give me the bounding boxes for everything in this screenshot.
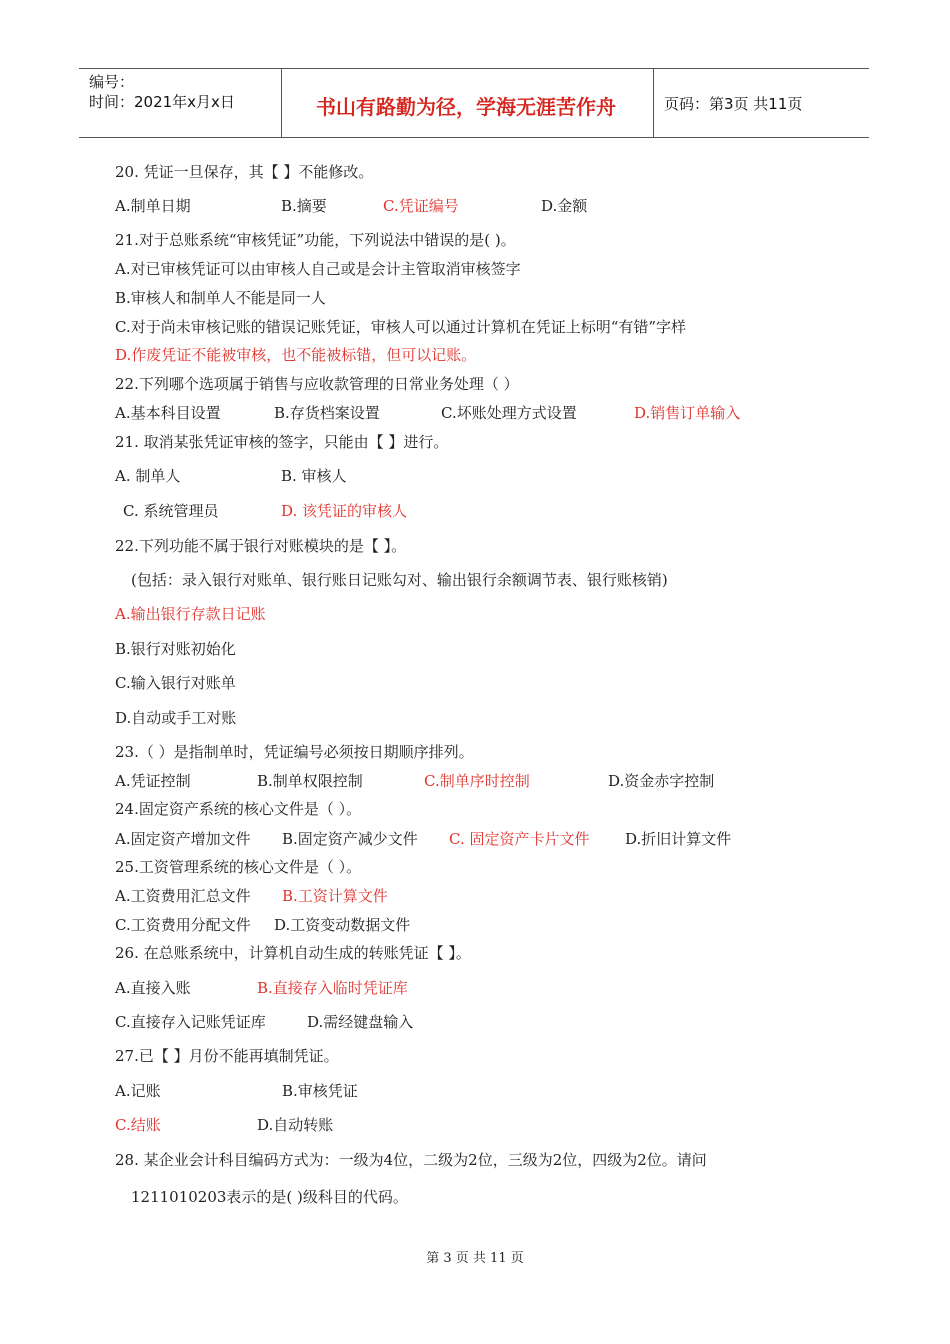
option-a: A.基本科目设置 (115, 404, 221, 422)
option-c: C.直接存入记账凭证库 (115, 1013, 266, 1031)
option-b: B.银行对账初始化 (115, 640, 236, 658)
option-c-answer: C.结账 (115, 1116, 161, 1134)
option-a: A.对已审核凭证可以由审核人自己或是会计主管取消审核签字 (115, 260, 521, 278)
question-stem: 25.工资管理系统的核心文件是（ ）。 (115, 858, 362, 876)
question-stem: 27.已【 】月份不能再填制凭证。 (115, 1047, 339, 1065)
option-d: D.金额 (541, 197, 588, 215)
option-d: D.工资变动数据文件 (274, 916, 411, 934)
option-c: C. 系统管理员 (123, 502, 219, 520)
question-stem: 21.对于总账系统“审核凭证”功能，下列说法中错误的是( )。 (115, 231, 516, 249)
header-motto: 书山有路勤为径，学海无涯苦作舟 (316, 95, 616, 119)
option-a: A.固定资产增加文件 (115, 830, 251, 848)
option-a: A.直接入账 (115, 979, 191, 997)
option-c: C.对于尚未审核记账的错误记账凭证，审核人可以通过计算机在凭证上标明“有错”字样 (115, 318, 687, 336)
option-b: B. 审核人 (281, 467, 347, 485)
question-stem: 22.下列哪个选项属于销售与应收款管理的日常业务处理（ ） (115, 375, 519, 393)
option-c-answer: C. 固定资产卡片文件 (449, 830, 590, 848)
question-stem: 28. 某企业会计科目编码方式为：一级为4位，二级为2位，三级为2位，四级为2位。请问 (115, 1151, 707, 1169)
option-b: B.审核凭证 (282, 1082, 358, 1100)
option-c-answer: C.制单序时控制 (424, 772, 530, 790)
option-d-answer: D.销售订单输入 (634, 404, 741, 422)
option-d-answer: D. 该凭证的审核人 (281, 502, 408, 520)
question-stem: 20. 凭证一旦保存，其【 】不能修改。 (115, 163, 374, 181)
option-c-answer: C.凭证编号 (383, 197, 459, 215)
option-c: C.工资费用分配文件 (115, 916, 251, 934)
option-c: C.坏账处理方式设置 (441, 404, 577, 422)
option-a: A.凭证控制 (115, 772, 191, 790)
question-stem: 24.固定资产系统的核心文件是（ ）。 (115, 800, 362, 818)
option-d: D.资金赤字控制 (608, 772, 715, 790)
option-b-answer: B.工资计算文件 (282, 887, 388, 905)
question-stem-continued: 1211010203表示的是( )级科目的代码。 (131, 1188, 408, 1206)
page-footer: 第 3 页 共 11 页 (426, 1251, 524, 1266)
question-stem: 21. 取消某张凭证审核的签字，只能由【 】进行。 (115, 433, 449, 451)
option-a: A. 制单人 (115, 467, 181, 485)
header-meta (89, 72, 235, 112)
option-d: D.需经键盘输入 (307, 1013, 414, 1031)
page-header (79, 68, 869, 138)
question-stem: 23.（ ）是指制单时，凭证编号必须按日期顺序排列。 (115, 743, 474, 761)
header-page-info: 页码：第3页 共11页 (664, 95, 803, 113)
option-d: D.折旧计算文件 (625, 830, 732, 848)
option-b: B.制单权限控制 (257, 772, 363, 790)
option-b-answer: B.直接存入临时凭证库 (257, 979, 408, 997)
option-b: B.存货档案设置 (274, 404, 380, 422)
question-stem: 26. 在总账系统中，计算机自动生成的转账凭证【 】。 (115, 944, 471, 962)
option-a: A.制单日期 (115, 197, 191, 215)
option-d-answer: D.作废凭证不能被审核，也不能被标错，但可以记账。 (115, 346, 477, 364)
option-b: B.固定资产减少文件 (282, 830, 418, 848)
number-label: 编号： (89, 73, 135, 91)
option-d: D.自动或手工对账 (115, 709, 237, 727)
option-b: B.摘要 (281, 197, 327, 215)
time-label: 时间：2021年x月x日 (89, 93, 235, 111)
option-b: B.审核人和制单人不能是同一人 (115, 289, 326, 307)
option-a-answer: A.输出银行存款日记账 (115, 605, 266, 623)
option-c: C.输入银行对账单 (115, 674, 236, 692)
option-a: A.记账 (115, 1082, 161, 1100)
question-note: (包括：录入银行对账单、银行账日记账勾对、输出银行余额调节表、银行账核销) (131, 571, 668, 589)
option-a: A.工资费用汇总文件 (115, 887, 251, 905)
option-d: D.自动转账 (257, 1116, 334, 1134)
header-divider (653, 69, 654, 137)
question-stem: 22.下列功能不属于银行对账模块的是【 】。 (115, 537, 407, 555)
